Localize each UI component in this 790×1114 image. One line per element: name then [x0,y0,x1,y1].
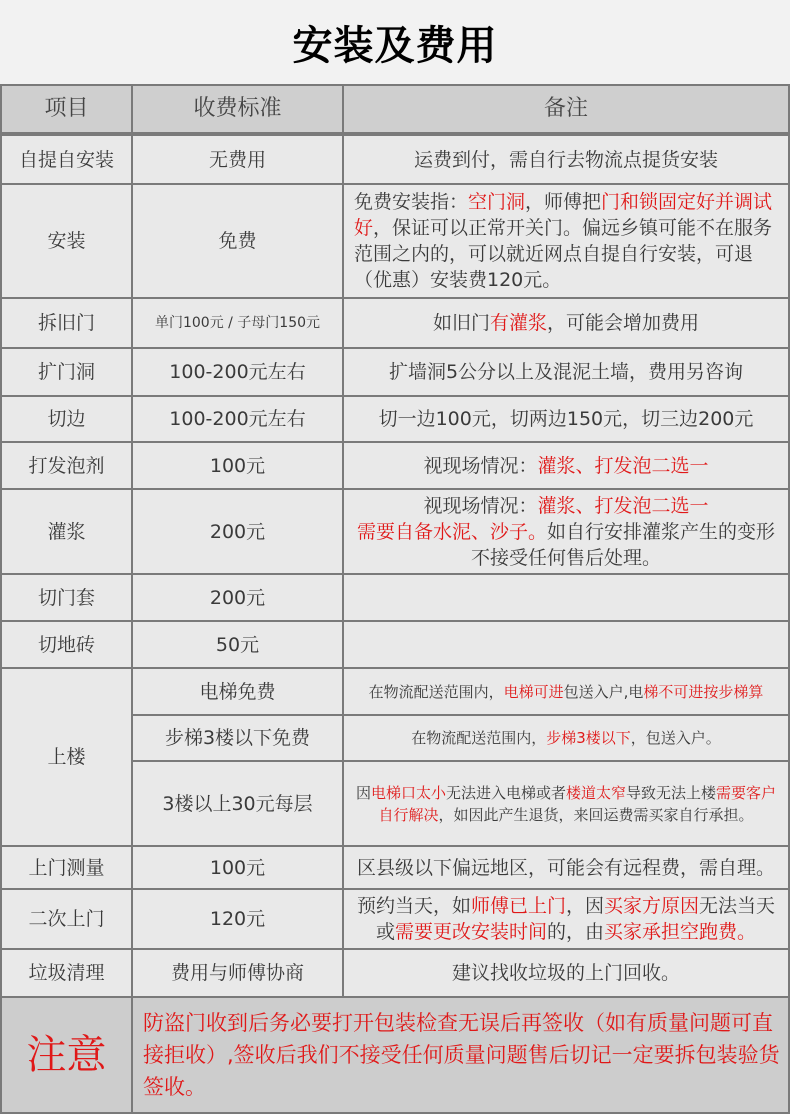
item-cell: 自提自安装 [1,134,132,184]
note-cell [343,715,789,761]
note-text: 的，由 [547,921,605,943]
note-cell [343,442,789,489]
note-highlight: 有灌浆 [489,312,547,334]
table-row [1,889,789,949]
note-text: 在物流配送范围内， [368,682,504,701]
item-cell: 垃圾清理 [1,949,132,997]
note-highlight: 电梯口太小 [370,783,446,802]
note-cell [343,396,789,442]
note-highlight: 需要自备水泥、沙子。 [356,520,547,543]
item-cell: 上门测量 [1,846,132,889]
fee-cell: 200元 [132,489,343,574]
note-text: 预约当天，如 [356,895,471,917]
header-item: 项目 [1,85,132,134]
fee-cell: 步梯3楼以下免费 [132,715,343,761]
item-cell: 扩门洞 [1,348,132,396]
note-text: 因 [355,783,371,802]
note-cell [343,574,789,621]
note-text: ，因 [565,895,604,917]
note-text: ，如因此产生退货，来回运费需买家自行承担。 [438,805,754,824]
note-cell [343,489,789,574]
table-row [1,184,789,298]
table-header-row [1,85,789,134]
note-highlight: 步梯3楼以下 [546,729,631,747]
table-row [1,442,789,489]
fee-table [0,84,790,1114]
table-row [1,621,789,668]
note-cell [343,621,789,668]
fee-cell: 50元 [132,621,343,668]
note-cell [343,949,789,997]
item-cell: 灌浆 [1,489,132,574]
note-text: 在物流配送范围内， [411,729,547,747]
note-text: 运费到付，需自行去物流点提货安装 [413,148,718,171]
note-text: ，师傅把 [525,191,602,213]
note-text: 如旧门 [432,312,490,334]
header-note: 备注 [343,85,789,134]
note-highlight: 买家承担空跑费。 [604,921,757,943]
warning-row [1,997,789,1113]
note-highlight: 门和锁固定好并调试好 [354,191,773,239]
table-row [1,574,789,621]
table-row [1,396,789,442]
note-cell [343,761,789,846]
note-cell [343,668,789,715]
fee-cell: 无费用 [132,134,343,184]
note-highlight: 买家方原因 [604,895,700,917]
page-title: 安装及费用 [292,23,498,69]
note-highlight: 楼道太窄 [566,783,627,802]
header-fee: 收费标准 [132,85,343,134]
note-text: 区县级以下偏远地区，可能会有远程费，需自理。 [356,856,775,879]
item-cell: 打发泡剂 [1,442,132,489]
note-highlight: 电梯可进 [503,682,564,701]
fee-cell: 100-200元左右 [132,396,343,442]
item-cell: 拆旧门 [1,298,132,348]
note-highlight: 需要客户自行解决 [378,783,777,824]
item-cell: 安装 [1,184,132,298]
note-cell [343,134,789,184]
note-text: 视现场情况： [423,454,538,477]
item-cell: 上楼 [1,668,132,846]
note-text: 视现场情况： [423,494,538,517]
item-cell: 切边 [1,396,132,442]
note-highlight: 灌浆、打发泡二选一 [537,454,709,477]
note-text: 切一边100元，切两边150元，切三边200元 [378,408,754,430]
table-row [1,668,789,715]
note-highlight: 师傅已上门 [470,895,566,917]
table-row [1,134,789,184]
note-cell [343,889,789,949]
note-highlight: 空门洞 [468,191,526,213]
note-text: 免费安装指： [354,191,469,213]
note-text: 扩墙洞5公分以上及混泥土墙，费用另咨询 [388,361,744,383]
note-highlight: 梯不可进按步梯算 [643,682,764,701]
note-text: 导致无法上楼 [626,783,717,802]
fee-cell: 电梯免费 [132,668,343,715]
note-text: ，保证可以正常开关门。偏远乡镇可能不在服务范围之内的，可以就近网点自提自行安装，可退（优惠）安装费120元。 [354,217,773,291]
fee-cell: 120元 [132,889,343,949]
note-highlight: 灌浆、打发泡二选一 [537,494,709,517]
fee-cell: 100元 [132,846,343,889]
warning-text: 防盗门收到后务必要打开包装检查无误后再签收（如有质量问题可直接拒收）,签收后我们不接受任何质量问题售后切记一定要拆包装验货签收。 [132,997,789,1113]
table-row [1,298,789,348]
table-row [1,846,789,889]
note-text: ，可能会增加费用 [547,312,700,334]
fee-cell: 100元 [132,442,343,489]
table-row [1,348,789,396]
item-cell: 二次上门 [1,889,132,949]
warning-label: 注意 [1,997,132,1113]
table-row [1,489,789,574]
note-text: ，包送入户。 [630,729,721,747]
fee-cell: 免费 [132,184,343,298]
fee-cell: 3楼以上30元每层 [132,761,343,846]
fee-cell: 单门100元 / 子母门150元 [132,298,343,348]
note-highlight: 需要更改安装时间 [394,921,547,943]
note-text: 包送入户,电 [563,682,644,701]
item-cell: 切门套 [1,574,132,621]
table-row [1,949,789,997]
note-cell [343,298,789,348]
fee-cell: 费用与师傅协商 [132,949,343,997]
note-text: 无法当天或 [375,895,776,943]
item-cell: 切地砖 [1,621,132,668]
fee-cell: 100-200元左右 [132,348,343,396]
note-cell [343,184,789,298]
note-cell [343,846,789,889]
note-text: 建议找收垃圾的上门回收。 [451,962,680,984]
fee-cell: 200元 [132,574,343,621]
note-text: 无法进入电梯或者 [445,783,566,802]
note-text: 如自行安排灌浆产生的变形不接受任何售后处理。 [470,520,776,569]
note-cell [343,348,789,396]
